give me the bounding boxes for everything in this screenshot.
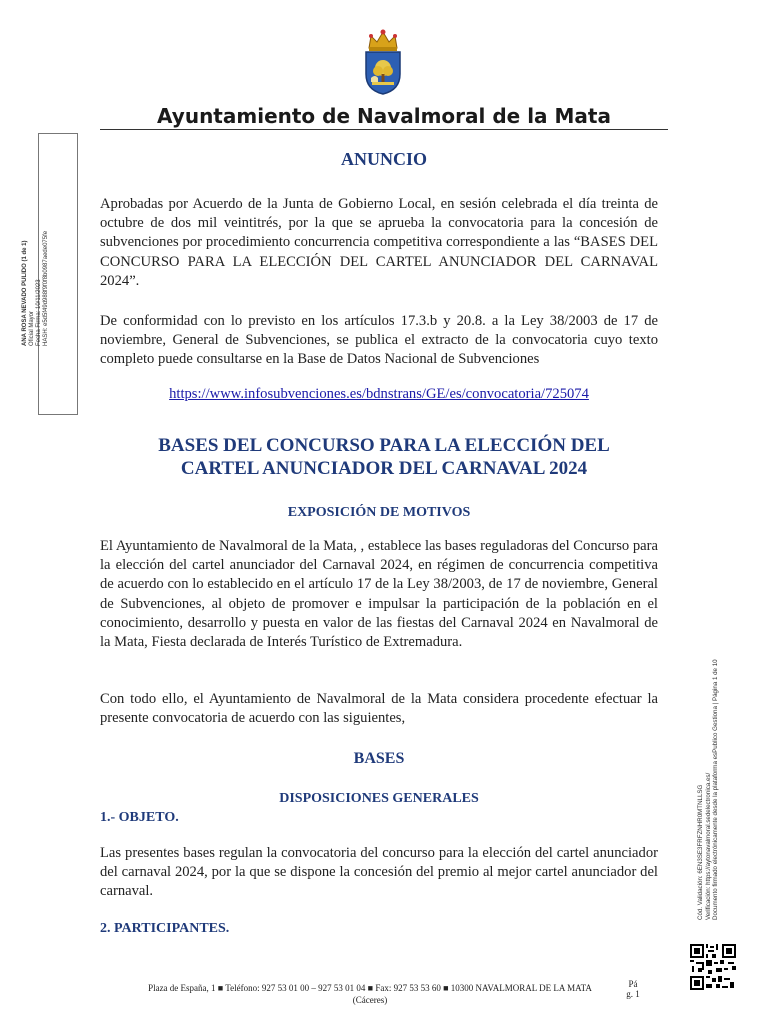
signature-hash: HASH: e5d5f49d988f9f0f8b0987aede075fe (43, 230, 49, 346)
verification-url: Verificación: https://aytonavalmoral.sedelectronica.es/ (704, 772, 712, 920)
exposicion-paragraph-1: El Ayuntamiento de Navalmoral de la Mata, , establece las bases reguladoras del Concurso para la elección del cartel anunciador del Carnaval 2024, en régimen de concurrencia competitiva de acuerdo con lo establecido en el artículo 17 de la Ley 38/2003, de 17 de noviembre, General de Subvenciones, al objeto de promover e impulsar la participación de la población en el conocimiento, desarrollo y puesta en valor de las fiestas del Carnaval 2024 en Navalmoral de la Mata, Fiesta declarada de Interés Turístico de Extremadura. (100, 538, 658, 651)
title-divider (100, 129, 668, 130)
bases-title (100, 434, 668, 480)
coat-of-arms-logo (359, 28, 407, 96)
anuncio-paragraph-2: De conformidad con lo previsto en los artículos 17.3.b y 20.8. a la Ley 38/2003 de 17 de noviembre, General de Subvenciones, se publica el extracto de la convocatoria cuyo texto completo puede consultarse en la Base de Datos Nacional de Subvenciones (100, 313, 658, 368)
section-2-title: 2. PARTICIPANTES. (100, 921, 230, 936)
anuncio-paragraph-1: Aprobadas por Acuerdo de la Junta de Gobierno Local, en sesión celebrada el día treinta de octubre de dos mil veintitrés, por la que se aprueba la convocatoria para la concesión de subvenciones por procedimiento concurrencia competitiva correspondiente a las “BASES DEL CONCURSO PARA LA ELECCIÓN DEL CARTEL ANUNCIADOR DEL CARNAVAL 2024”. (100, 196, 658, 289)
page-number: Pá g. 1 (626, 979, 640, 999)
convocatoria-link[interactable]: https://www.infosubvenciones.es/bdnstrans/GE/es/convocatoria/725074 (169, 386, 589, 402)
signer-role: Oficial Mayor (29, 310, 35, 346)
signed-platform-note: Documento firmado electrónicamente desde la plataforma esPublico Gestiona | Página 1 de 10 (712, 659, 719, 920)
bases-title-line-1: BASES DEL CONCURSO PARA LA ELECCIÓN DEL (158, 435, 610, 456)
bases-heading: BASES (353, 750, 405, 767)
exposicion-paragraph-2: Con todo ello, el Ayuntamiento de Navalmoral de la Mata considera procedente efectuar la presente convocatoria de acuerdo con las siguientes, (100, 691, 658, 727)
organization-title: Ayuntamiento de Navalmoral de la Mata (157, 104, 611, 128)
bases-title-line-2: CARTEL ANUNCIADOR DEL CARNAVAL 2024 (180, 458, 588, 479)
signature-info (22, 146, 50, 346)
signature-date: Fecha Firma: 10/11/2023 (36, 279, 42, 346)
section-1-text: Las presentes bases regulan la convocatoria del concurso para la elección del cartel anunciador del carnaval 2024, por la que se dispone la concesión del premio al mejor cartel anunciador del carnaval. (100, 845, 658, 900)
section-1-title: 1.- OBJETO. (100, 810, 179, 825)
exposicion-heading: EXPOSICIÓN DE MOTIVOS (287, 505, 471, 520)
footer-province: (Cáceres) (352, 995, 388, 1005)
qr-code (690, 944, 736, 990)
verification-info (697, 620, 720, 920)
footer-address (100, 982, 640, 1006)
anuncio-heading: ANUNCIO (340, 149, 427, 169)
validation-code: Cód. Validación: 6EN3SE3FRFZNHR0MTNLLSG (697, 784, 704, 920)
signer-name: ANA ROSA NEVADO PULIDO (1 de 1) (22, 240, 28, 346)
footer-address-line: Plaza de España, 1 ■ Teléfono: 927 53 01 00 – 927 53 01 04 ■ Fax: 927 53 53 60 ■ 10300 NAVALMORAL DE LA MATA (148, 983, 592, 993)
disposiciones-heading: DISPOSICIONES GENERALES (279, 791, 479, 806)
